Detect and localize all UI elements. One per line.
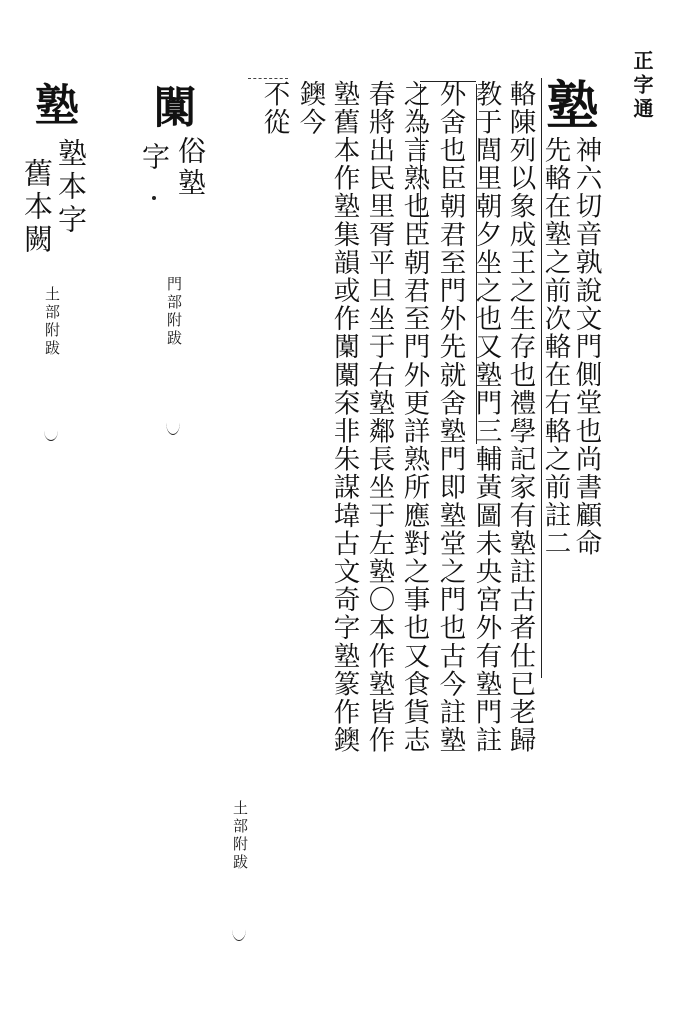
annotation-main-entry-bracket bbox=[232, 918, 246, 941]
main-entry-column-2: 先輅在塾之前次輅在右輅之前註二 bbox=[539, 136, 571, 558]
main-entry-column-10: 不從 bbox=[258, 80, 290, 137]
main-entry-column-8: 塾舊本作塾集韻或作闑闑㚓非朱謀㙔古文奇字塾篆作鐭 bbox=[328, 80, 360, 755]
entry-2-label-2: 字 bbox=[138, 142, 171, 170]
main-entry-column-1: 神六切音孰說文門側堂也尚書顧命 bbox=[570, 136, 602, 558]
entry-3-line-1: 塾本字 bbox=[54, 138, 88, 237]
main-entry-column-9: 鐭今 bbox=[294, 80, 326, 137]
main-entry-column-7: 春將出民里胥平旦坐于右塾鄰長坐于左塾〇本作塾皆作 bbox=[363, 80, 395, 755]
entry-2-headword: 闑 bbox=[145, 84, 196, 128]
main-entry-column-3: 輅陳列以象成王之生存也禮學記家有塾註古者仕已老歸 bbox=[504, 80, 536, 755]
entry-3-line-2: 舊本闕 bbox=[20, 158, 54, 257]
entry-2-mark bbox=[152, 196, 156, 200]
annotation-main-entry: 土部附跋 bbox=[231, 800, 249, 872]
book-title: 正字通 bbox=[630, 50, 654, 122]
main-entry-column-4: 教于閭里朝夕坐之也又塾門三輔黃圖未央宮外有塾門註 bbox=[470, 80, 502, 755]
annotation-entry-3-bracket bbox=[44, 420, 58, 441]
main-entry-column-6: 之為言熟也臣朝君至門外更詳熟所應對之事也又食貨志 bbox=[398, 80, 430, 755]
annotation-entry-2-bracket bbox=[166, 410, 180, 435]
annotation-entry-3: 土部附跋 bbox=[43, 286, 61, 358]
entry-2-label: 俗塾 bbox=[174, 136, 207, 200]
main-headword: 塾 bbox=[537, 78, 598, 130]
entry-3-headword: 塾 bbox=[27, 82, 78, 126]
annotation-entry-2: 門部附跋 bbox=[165, 276, 183, 348]
main-entry-column-5: 外舍也臣朝君至門外先就舍塾門即塾堂之門也古今註塾 bbox=[434, 80, 466, 755]
dashed-rule bbox=[248, 78, 288, 79]
